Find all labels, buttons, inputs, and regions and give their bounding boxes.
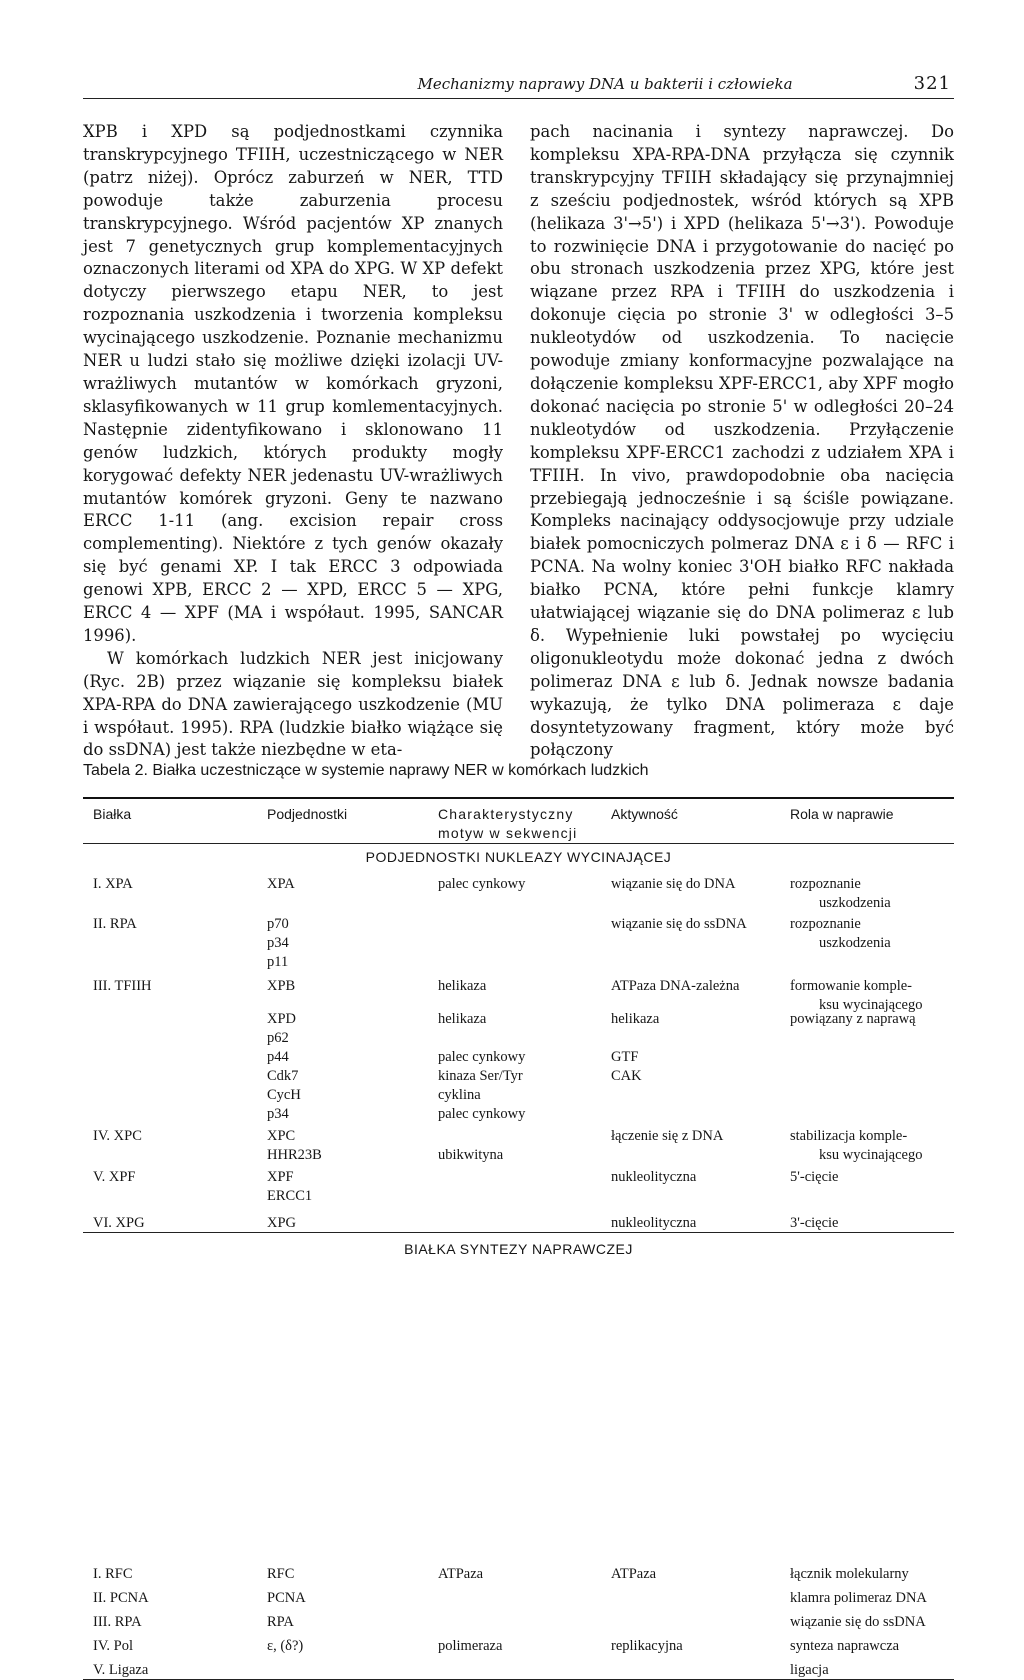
cell-podjednostki: RPA <box>267 1614 294 1630</box>
cell-rola: 3'-cięcie <box>790 1215 839 1231</box>
cell-rola: łącznik molekularny <box>790 1566 909 1582</box>
cell-rola: wiązanie się do ssDNA <box>790 1614 926 1630</box>
cell-aktywnosc: ATPaza DNA-zależna <box>611 978 740 994</box>
cell-motyw: polimeraza <box>438 1638 503 1654</box>
cell-bialko: V. XPF <box>93 1169 136 1185</box>
page-number: 321 <box>913 73 951 94</box>
cell-podjednostki: XPD p62 p44 Cdk7 CycH p34 <box>267 1011 301 1122</box>
header-aktywnosc: Aktywność <box>611 806 678 822</box>
cell-rola: powiązany z naprawą <box>790 1011 916 1027</box>
cell-podjednostki: XPA <box>267 876 295 892</box>
left-column <box>83 121 503 762</box>
cell-aktywnosc: wiązanie się do ssDNA <box>611 916 747 932</box>
paragraph: W komórkach ludzkich NER jest inicjowany (Ryc. 2B) przez wiązanie się kompleksu białek XPA-RPA do DNA zawierającego uszkodzenie (MU i współaut. 1995). RPA (ludzkie białko wiążące się do ssDNA) jest także niezbędne w eta- <box>83 648 503 760</box>
cell-podjednostki: XPC HHR23B <box>267 1128 322 1163</box>
cell-motyw: ATPaza <box>438 1566 484 1582</box>
cell-rola: 5'-cięcie <box>790 1169 839 1185</box>
cell-podjednostki: ε, (δ?) <box>267 1638 304 1654</box>
cell-bialko: II. RPA <box>93 916 137 932</box>
section-heading: BIAŁKA SYNTEZY NAPRAWCZEJ <box>404 1241 633 1257</box>
cell-podjednostki: XPF ERCC1 <box>267 1169 313 1204</box>
cell-rola: synteza naprawcza <box>790 1638 900 1654</box>
cell-bialko: IV. XPC <box>93 1128 142 1144</box>
table-rule <box>83 843 954 844</box>
cell-rola: stabilizacja komple- ksu wycinającego <box>790 1128 923 1163</box>
cell-podjednostki: XPG <box>267 1215 297 1231</box>
page-header <box>83 74 954 99</box>
cell-bialko: III. RPA <box>93 1614 142 1630</box>
cell-bialko: V. Ligaza <box>93 1662 149 1678</box>
right-column <box>530 121 954 762</box>
header-rola: Rola w naprawie <box>790 806 894 822</box>
cell-aktywnosc: ATPaza <box>611 1566 657 1582</box>
table-rule <box>83 797 954 799</box>
cell-motyw: palec cynkowy <box>438 876 526 892</box>
cell-aktywnosc: nukleolityczna <box>611 1169 697 1185</box>
cell-rola: ligacja <box>790 1662 829 1678</box>
ner-proteins-table <box>83 797 954 1678</box>
paragraph: pach nacinania i syntezy naprawczej. Do kompleksu XPA-RPA-DNA przyłącza się czynnik transkrypcyjny TFIIH składający się przynajmniej z sześciu podjednostek, wśród których są XPB (helikaza 3'→5') i XPD (helikaza 5'→3'). Powoduje to rozwinięcie DNA i przygotowanie do nacięć po obu stronach uszkodzenia przez XPG, które jest wiązane przez RPA i TFIIH do uszkodzenia i dokonuje cięcia po stronie 3' w odległości 3–5 nukleotydów od uszkodzenia. To nacięcie powoduje zmiany konformacyjne pozwalające na dołączenie kompleksu XPF-ERCC1, aby XPF mogło dokonać nacięcia po stronie 5' w odległości 20–24 nukleotydów od uszkodzenia. Przyłączenie kompleksu XPF-ERCC1 zachodzi z udziałem XPA i TFIIH. In vivo, prawdopodobnie oba nacięcia przebiegają jednocześnie i są ściśle powiązane. Kompleks nacinający oddysocjowuje przy udziale białek pomocniczych polmeraz DNA ε i δ — RFC i PCNA. Na wolny koniec 3'OH białko RFC nakłada białko PCNA, które pełni funkcje klamry ułatwiającej wiązanie się do DNA polimeraz ε lub δ. Wypełnienie luki powstałej po wycięciu oligonukleotydu może dokonać jedna z dwóch polimeraz DNA ε lub δ. Jednak nowsze badania wykazują, że tylko DNA polimeraza ε daje dosyntetyzowany fragment, który może być połączony <box>530 122 954 760</box>
header-motyw: Charakterystyczny motyw w sekwencji <box>438 806 578 841</box>
cell-rola: rozpoznanie uszkodzenia <box>790 876 891 911</box>
section-heading: PODJEDNOSTKI NUKLEAZY WYCINAJĄCEJ <box>365 849 672 865</box>
cell-podjednostki: RFC <box>267 1566 295 1582</box>
paragraph: XPB i XPD są podjednostkami czynnika transkrypcyjnego TFIIH, uczestniczącego w NER (patrz niżej). Oprócz zaburzeń w NER, TTD powoduje także zaburzenia procesu transkrypcyjnego. Wśród pacjentów XP znanych jest 7 genetycznych grup komplementacyjnych oznaczonych literami od XPA do XPG. W XP defekt dotyczy pierwszego etapu NER, to jest rozpoznania uszkodzenia i tworzenia kompleksu wycinającego uszkodzenie. Poznanie mechanizmu NER u ludzi stało się możliwe dzięki izolacji UV-wrażliwych mutantów w komórkach gryzoni, sklasyfikowanych w 11 grup komlementacyjnych. Następnie zidentyfikowano i sklonowano 11 genów ludzkich, których produkty mogły korygować defekty NER jedenastu UV-wrażliwych mutantów komórek gryzoni. Geny te nazwano ERCC 1-11 (ang. excision repair cross complementing). Niektóre z tych genów okazały się być genami XP. I tak ERCC 3 odpowiada genowi XPB, ERCC 2 — XPD, ERCC 5 — XPG, ERCC 4 — XPF (MA i współaut. 1995, SANCAR 1996). <box>83 122 503 645</box>
header-bialka: Białka <box>93 806 132 822</box>
cell-rola: klamra polimeraz DNA <box>790 1590 927 1606</box>
cell-rola: rozpoznanie uszkodzenia <box>790 916 891 951</box>
cell-podjednostki: PCNA <box>267 1590 306 1606</box>
cell-bialko: VI. XPG <box>93 1215 145 1231</box>
cell-aktywnosc: łączenie się z DNA <box>611 1128 724 1144</box>
table-rule <box>83 1232 954 1233</box>
cell-motyw: helikaza <box>438 978 487 994</box>
cell-aktywnosc: wiązanie się do DNA <box>611 876 736 892</box>
cell-bialko: IV. Pol <box>93 1638 134 1654</box>
cell-bialko: I. XPA <box>93 876 133 892</box>
cell-aktywnosc: replikacyjna <box>611 1638 683 1654</box>
header-podjednostki: Podjednostki <box>267 806 348 822</box>
cell-rola: formowanie komple- ksu wycinającego <box>790 978 923 1013</box>
cell-podjednostki: p70 p34 p11 <box>267 916 289 970</box>
running-title: Mechanizmy naprawy DNA u bakterii i człowieka <box>417 75 793 93</box>
cell-motyw: helikaza palec cynkowy kinaza Ser/Tyr cyklina palec cynkowy <box>438 1011 526 1122</box>
cell-bialko: III. TFIIH <box>93 978 152 994</box>
cell-bialko: II. PCNA <box>93 1590 149 1606</box>
cell-aktywnosc: nukleolityczna <box>611 1215 697 1231</box>
cell-podjednostki: XPB <box>267 978 296 994</box>
cell-motyw: ubikwityna <box>438 1147 504 1163</box>
cell-bialko: I. RFC <box>93 1566 133 1582</box>
cell-aktywnosc: helikaza GTF CAK <box>611 1011 660 1084</box>
table-caption: Tabela 2. Białka uczestniczące w systemie naprawy NER w komórkach ludzkich <box>83 762 649 779</box>
